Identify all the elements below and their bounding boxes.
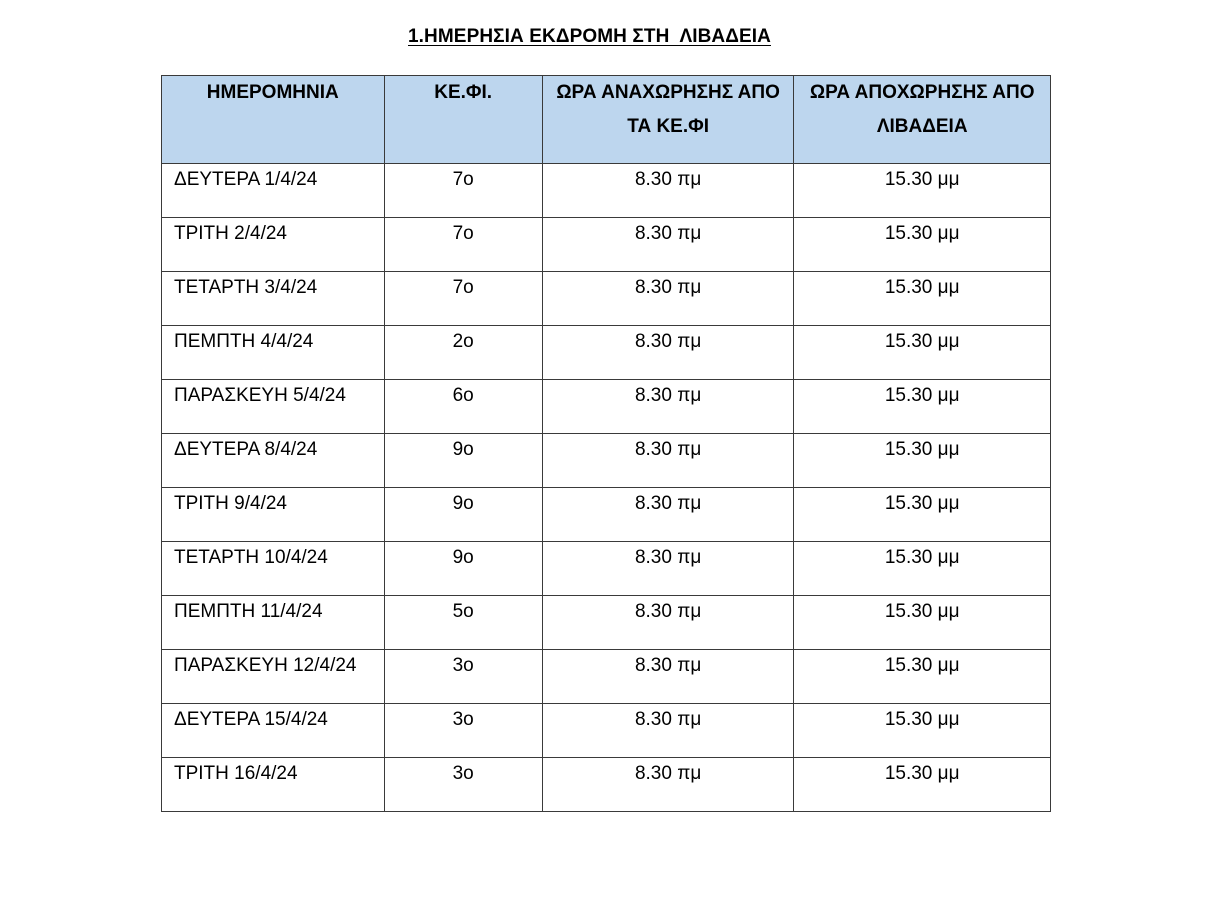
return-time-cell: 15.30 μμ <box>794 164 1051 218</box>
center-cell: 7ο <box>384 164 542 218</box>
table-row <box>162 380 1051 434</box>
table-row <box>162 542 1051 596</box>
date-cell: ΤΡΙΤΗ 2/4/24 <box>162 218 385 272</box>
departure-time-cell: 8.30 πμ <box>542 704 794 758</box>
header-return-time: ΩΡΑ ΑΠΟΧΩΡΗΣΗΣ ΑΠΟ ΛΙΒΑΔΕΙΑ <box>794 76 1051 164</box>
center-cell: 7ο <box>384 272 542 326</box>
table-row <box>162 650 1051 704</box>
date-cell: ΤΡΙΤΗ 16/4/24 <box>162 758 385 812</box>
return-time-cell: 15.30 μμ <box>794 380 1051 434</box>
excursion-schedule-table <box>161 75 1051 812</box>
return-time-cell: 15.30 μμ <box>794 488 1051 542</box>
return-time-cell: 15.30 μμ <box>794 326 1051 380</box>
date-cell: ΔΕΥΤΕΡΑ 1/4/24 <box>162 164 385 218</box>
date-cell: ΤΕΤΑΡΤΗ 3/4/24 <box>162 272 385 326</box>
table-row <box>162 758 1051 812</box>
center-cell: 7ο <box>384 218 542 272</box>
center-cell: 6ο <box>384 380 542 434</box>
center-cell: 3ο <box>384 758 542 812</box>
table-row <box>162 704 1051 758</box>
departure-time-cell: 8.30 πμ <box>542 326 794 380</box>
date-cell: ΠΕΜΠΤΗ 11/4/24 <box>162 596 385 650</box>
date-cell: ΤΡΙΤΗ 9/4/24 <box>162 488 385 542</box>
departure-time-cell: 8.30 πμ <box>542 272 794 326</box>
table-row <box>162 272 1051 326</box>
table-row <box>162 434 1051 488</box>
date-cell: ΤΕΤΑΡΤΗ 10/4/24 <box>162 542 385 596</box>
date-cell: ΔΕΥΤΕΡΑ 8/4/24 <box>162 434 385 488</box>
header-center: ΚΕ.ΦΙ. <box>384 76 542 164</box>
return-time-cell: 15.30 μμ <box>794 758 1051 812</box>
departure-time-cell: 8.30 πμ <box>542 380 794 434</box>
header-departure-time: ΩΡΑ ΑΝΑΧΩΡΗΣΗΣ ΑΠΟ ΤΑ ΚΕ.ΦΙ <box>542 76 794 164</box>
date-cell: ΠΑΡΑΣΚΕΥΗ 5/4/24 <box>162 380 385 434</box>
departure-time-cell: 8.30 πμ <box>542 596 794 650</box>
table-row <box>162 596 1051 650</box>
table-row <box>162 164 1051 218</box>
departure-time-cell: 8.30 πμ <box>542 434 794 488</box>
table-row <box>162 326 1051 380</box>
departure-time-cell: 8.30 πμ <box>542 758 794 812</box>
header-row <box>162 76 1051 164</box>
departure-time-cell: 8.30 πμ <box>542 164 794 218</box>
departure-time-cell: 8.30 πμ <box>542 542 794 596</box>
departure-time-cell: 8.30 πμ <box>542 218 794 272</box>
departure-time-cell: 8.30 πμ <box>542 488 794 542</box>
header-date: ΗΜΕΡΟΜΗΝΙΑ <box>162 76 385 164</box>
return-time-cell: 15.30 μμ <box>794 218 1051 272</box>
date-cell: ΠΑΡΑΣΚΕΥΗ 12/4/24 <box>162 650 385 704</box>
center-cell: 5ο <box>384 596 542 650</box>
document-title: 1.ΗΜΕΡΗΣΙΑ ΕΚΔΡΟΜΗ ΣΤΗ ΛΙΒΑΔΕΙΑ <box>408 26 771 47</box>
table-header <box>162 76 1051 164</box>
center-cell: 9ο <box>384 542 542 596</box>
return-time-cell: 15.30 μμ <box>794 434 1051 488</box>
return-time-cell: 15.30 μμ <box>794 650 1051 704</box>
return-time-cell: 15.30 μμ <box>794 596 1051 650</box>
departure-time-cell: 8.30 πμ <box>542 650 794 704</box>
center-cell: 9ο <box>384 434 542 488</box>
return-time-cell: 15.30 μμ <box>794 272 1051 326</box>
center-cell: 9ο <box>384 488 542 542</box>
return-time-cell: 15.30 μμ <box>794 542 1051 596</box>
return-time-cell: 15.30 μμ <box>794 704 1051 758</box>
table-row <box>162 488 1051 542</box>
table-row <box>162 218 1051 272</box>
table-body <box>162 164 1051 812</box>
center-cell: 3ο <box>384 704 542 758</box>
center-cell: 2ο <box>384 326 542 380</box>
date-cell: ΠΕΜΠΤΗ 4/4/24 <box>162 326 385 380</box>
center-cell: 3ο <box>384 650 542 704</box>
date-cell: ΔΕΥΤΕΡΑ 15/4/24 <box>162 704 385 758</box>
